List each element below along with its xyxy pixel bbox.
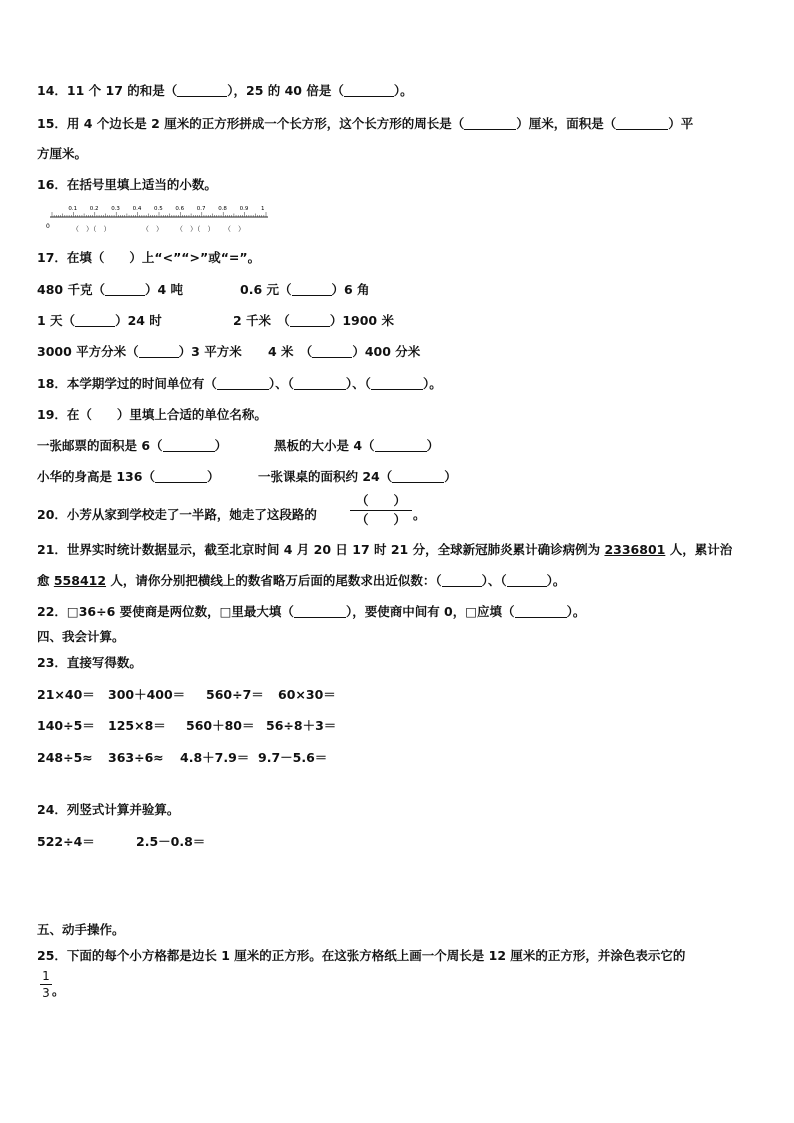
tick-label: 0.2 <box>89 206 99 212</box>
tick-label: 0.4 <box>132 206 142 212</box>
answer-blank[interactable] <box>392 470 444 483</box>
answer-blank[interactable] <box>163 439 215 452</box>
answer-blank[interactable] <box>292 283 332 296</box>
svg-text:（ ）（ ）: （ ）（ ） <box>176 225 215 233</box>
answer-blank[interactable] <box>507 574 547 587</box>
q23-item: 9.7－5.6＝ <box>258 750 328 765</box>
answer-blank[interactable] <box>442 574 482 587</box>
q21-line-1: 21．世界实时统计数据显示，截至北京时间 4 月 20 日 17 时 21 分，全球新冠肺炎累计确诊病例为 2336801 人，累计治 <box>37 542 733 557</box>
q19-row-2b: 一张课桌的面积约 24（ ） <box>258 469 457 484</box>
tick-label: 0.8 <box>218 206 227 212</box>
q19-row-1b: 黑板的大小是 4（ ） <box>274 438 440 453</box>
q18-line: 18．本学期学过的时间单位有（ ）、（ ）、（ ）。 <box>37 376 442 391</box>
q19-row-1: 一张邮票的面积是 6（ ） <box>37 438 228 453</box>
answer-blank[interactable] <box>177 84 227 97</box>
q23-item: 125×8＝ <box>108 718 166 733</box>
tick-label: 1 <box>261 206 265 212</box>
q23-item: 248÷5≈ <box>37 750 93 765</box>
number-line <box>46 204 276 234</box>
q23-item: 560÷7＝ <box>206 687 264 702</box>
answer-blank[interactable] <box>105 283 145 296</box>
q24-item: 522÷4＝ <box>37 834 95 849</box>
answer-blank[interactable] <box>139 345 179 358</box>
q17-title: 17．在填（ ）上“<”“>”或“=”。 <box>37 250 261 265</box>
q16-text: 16．在括号里填上适当的小数。 <box>37 177 217 192</box>
q23-item: 363÷6≈ <box>108 750 164 765</box>
q19-title: 19．在（ ）里填上合适的单位名称。 <box>37 407 267 422</box>
q21-line-2: 愈 558412 人，请你分别把横线上的数省略万后面的尾数求出近似数：（ ）、（ ）。 <box>37 573 566 588</box>
q23-item: 21×40＝ <box>37 687 95 702</box>
answer-blank[interactable] <box>344 84 394 97</box>
q23-item: 300＋400＝ <box>108 687 186 702</box>
q23-title: 23．直接写得数。 <box>37 655 142 670</box>
tick-label: 0.3 <box>111 206 120 212</box>
q14-line: 14．11 个 17 的和是（ ），25 的 40 倍是（ ）。 <box>37 83 413 98</box>
answer-blank[interactable] <box>217 377 269 390</box>
q23-item: 56÷8＋3＝ <box>266 718 337 733</box>
answer-blank[interactable] <box>294 377 346 390</box>
q23-item: 140÷5＝ <box>37 718 95 733</box>
svg-text:（ ）: （ ） <box>142 225 163 233</box>
q17-row-3b: 4 米 （ ）400 分米 <box>268 344 421 359</box>
answer-blank[interactable] <box>371 377 423 390</box>
q19-row-2: 小华的身高是 136（ ） <box>37 469 220 484</box>
q20-text: 20．小芳从家到学校走了一半路，她走了这段路的 <box>37 507 317 522</box>
q17-row-2b: 2 千米 （ ）1900 米 <box>233 313 394 328</box>
q25-text: 25．下面的每个小方格都是边长 1 厘米的正方形。在这张方格纸上画一个周长是 12 厘米的正方形，并涂色表示它的 <box>37 948 686 963</box>
answer-blank[interactable] <box>312 345 352 358</box>
tick-label: 0.9 <box>239 206 249 212</box>
q23-item: 560＋80＝ <box>186 718 255 733</box>
answer-blank[interactable] <box>375 439 427 452</box>
q20-fraction[interactable]: （ ） （ ） <box>350 493 412 528</box>
q23-item: 4.8＋7.9＝ <box>180 750 250 765</box>
tick-label: 0.1 <box>68 206 78 212</box>
section-5-heading: 五、动手操作。 <box>37 922 125 937</box>
q22-line: 22．□36÷6 要使商是两位数，□里最大填（ ），要使商中间有 0，□应填（ ）。 <box>37 604 586 619</box>
answer-blank[interactable] <box>515 605 567 618</box>
answer-blank[interactable] <box>290 314 330 327</box>
answer-blank[interactable] <box>155 470 207 483</box>
answer-blank[interactable] <box>294 605 346 618</box>
q25-fraction: 1 3 <box>40 969 52 1000</box>
svg-text:（ ）（ ）: （ ）（ ） <box>72 225 111 233</box>
tick-label: 0.6 <box>175 206 185 212</box>
q17-row-3: 3000 平方分米（ ）3 平方米 <box>37 344 242 359</box>
q17-row-2: 1 天（ ）24 时 <box>37 313 162 328</box>
q24-item: 2.5－0.8＝ <box>136 834 206 849</box>
section-4-heading: 四、我会计算。 <box>37 629 125 644</box>
tick-label: 0.5 <box>154 206 163 212</box>
q24-title: 24．列竖式计算并验算。 <box>37 802 180 817</box>
q17-row-1: 480 千克（ ）4 吨 <box>37 282 184 297</box>
tick-label: 0.7 <box>196 206 206 212</box>
answer-blank[interactable] <box>616 117 668 130</box>
tick-label-zero: 0 <box>46 223 50 230</box>
answer-blank[interactable] <box>75 314 115 327</box>
answer-blank[interactable] <box>464 117 516 130</box>
q17-row-1b: 0.6 元（ ）6 角 <box>240 282 370 297</box>
q15-line-2: 方厘米。 <box>37 146 88 161</box>
q23-item: 60×30＝ <box>278 687 336 702</box>
q15-line: 15．用 4 个边长是 2 厘米的正方形拼成一个长方形，这个长方形的周长是（ ）厘米，面积是（ ）平 <box>37 116 694 131</box>
svg-text:（ ）: （ ） <box>224 225 245 233</box>
